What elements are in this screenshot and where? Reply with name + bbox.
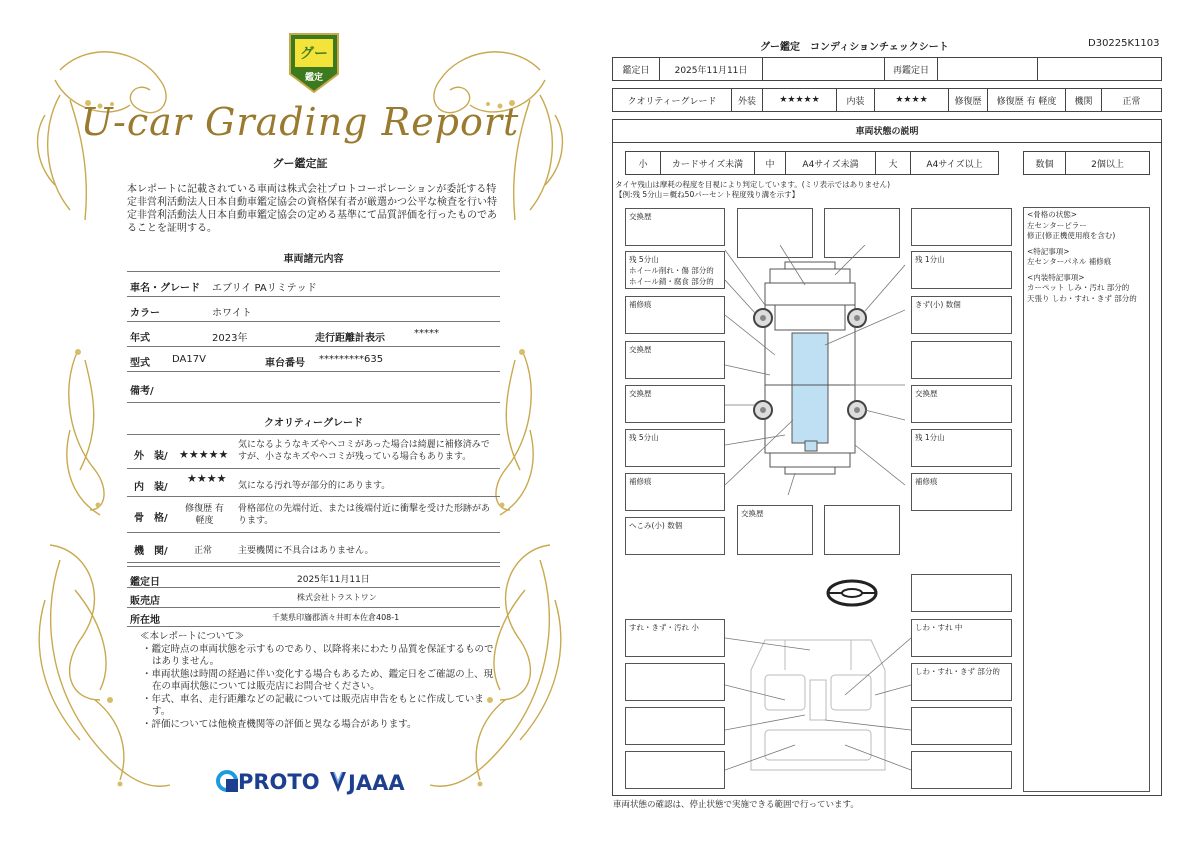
condition-heading: 車両状態の説明 [855, 127, 919, 137]
sheet-footer-note: 車両状態の確認は、停止状態で実施できる範囲で行っています。 [613, 800, 859, 810]
box-text: ホイール錆・腐食 部分的 [629, 277, 714, 286]
year-label: 年式 [130, 333, 150, 344]
note-item: ・評価については他検査機関等の評価と異なる場合があります。 [142, 718, 417, 730]
goo-kantei-badge-icon [286, 30, 342, 96]
address-row [127, 608, 500, 627]
chassis-value: *********635 [319, 354, 384, 365]
legend-medium: 中 [754, 151, 786, 175]
proto-logo [216, 770, 320, 794]
note-line: 天張り しわ・すれ・きず 部分的 [1027, 293, 1137, 303]
interior-box-left-2 [625, 663, 725, 701]
int-label: 内装 [836, 88, 875, 112]
svg-text:グー: グー [300, 46, 328, 62]
frame-notes [1027, 210, 1137, 304]
date-value: 2025年11月11日 [659, 57, 763, 81]
model-value: DA17V [172, 354, 206, 365]
box-text: 残 1分山 [915, 433, 945, 442]
spec-row-model [127, 347, 500, 372]
tire-note [615, 180, 890, 200]
jaaa-logo-text: JAAA [348, 771, 405, 795]
note-item: ・鑑定時点の車両状態を示すものであり、以降将来にわたり品質を保証するものではありません。 [142, 643, 494, 667]
certificate-intro: 本レポートに記載されている車両は株式会社プロトコーポレーションが委託する特定非営利活動法人日本自動車鑑定協会の資格保有者が厳選かつ公平な検査を行い特定非営利活動法人日本自動車鑑定協会の定める基準にて品質評価を行ったものであることを証明する。 [127, 184, 497, 234]
tire-note-line: タイヤ残山は摩耗の程度を目視により判定しています。(ミリ表示ではありません) [615, 180, 891, 189]
exterior-box-left-3 [625, 296, 725, 334]
exterior-box-right-0 [911, 208, 1012, 246]
note-line: 修正(修正機使用痕を含む) [1027, 231, 1116, 240]
note-line: 左センターパネル 補修痕 [1027, 257, 1112, 266]
exterior-box-right-2 [911, 296, 1012, 334]
note-item: ・年式、車名、走行距離などの記載については販売店申告をもとに作成しています。 [142, 693, 484, 717]
exterior-box-right-1 [911, 251, 1012, 289]
grade-stars: ★★★★ [187, 472, 227, 485]
exterior-box-left-8 [625, 517, 725, 555]
box-text: 交換歴 [629, 389, 652, 398]
grade-row-frame [127, 497, 500, 533]
odometer-value: ***** [414, 328, 439, 339]
car-interior-diagram [725, 630, 911, 790]
legend-large: 大 [875, 151, 911, 175]
exterior-box-left-7 [625, 473, 725, 511]
box-text: 残 1分山 [915, 255, 945, 264]
grade-label: 機 関/ [134, 546, 168, 557]
exterior-box-left-6 [625, 429, 725, 467]
grade-desc: 気になるようなキズやヘコミがあった場合は綺麗に補修済みですが、小さなキズやヘコミが残っている場合もあります。 [238, 440, 490, 462]
car-top-view-diagram [725, 245, 905, 495]
color-label: カラー [130, 308, 160, 319]
legend-small-desc: カードサイズ未満 [660, 151, 755, 175]
box-text: ホイール削れ・傷 部分的 [629, 266, 714, 275]
interior-box-left-1 [625, 619, 725, 657]
spec-row-color [127, 297, 500, 322]
redate-value [937, 57, 1038, 81]
tire-note-line: 【例:残 5分山＝概ね50パーセント程度残り溝を示す】 [615, 190, 800, 199]
legend-count-value: 2個以上 [1065, 151, 1150, 175]
box-text: 補修痕 [629, 477, 652, 486]
exterior-box-left-1 [625, 208, 725, 246]
box-text: しわ・すれ 中 [915, 623, 963, 632]
note-item: ・車両状態は時間の経過に伴い変化する場合もあるため、鑑定日をご確認の上、現在の車両状態については販売店にお問合せください。 [142, 668, 494, 692]
model-label: 型式 [130, 358, 150, 369]
grade-row-exterior [127, 435, 500, 469]
name-label: 車名・グレード [130, 283, 200, 294]
quality-label: クオリティーグレード [612, 88, 732, 112]
spec-row-name [127, 272, 500, 297]
sheet-id: D30225K1103 [1088, 38, 1160, 49]
legend-count-label: 数個 [1023, 151, 1066, 175]
interior-box-left-3 [625, 707, 725, 745]
exterior-box-left-5 [625, 385, 725, 423]
notes-title: ≪本レポートについて≫ [140, 631, 245, 642]
box-text: 残 5分山 [629, 255, 659, 264]
box-text: 残 5分山 [629, 433, 659, 442]
appraisal-date-row [127, 566, 500, 588]
exterior-box-left-2 [625, 251, 725, 289]
sheet-title: グー鑑定 コンディションチェックシート [760, 42, 949, 53]
interior-box-left-4 [625, 751, 725, 789]
condition-check-sheet [600, 0, 1200, 848]
jaaa-logo [328, 770, 405, 795]
box-text: 交換歴 [741, 509, 764, 518]
blank-cell [1037, 57, 1162, 81]
year-value: 2023年 [212, 333, 248, 344]
blank-cell [762, 57, 885, 81]
box-text: しわ・すれ・きず 部分的 [915, 667, 1000, 676]
engine-value: 正常 [1101, 88, 1162, 112]
grade-value: 修復歴 有 軽度 [185, 504, 224, 526]
grade-label: 外 装/ [134, 451, 168, 462]
grade-row-interior [127, 469, 500, 497]
box-text: 補修痕 [629, 300, 652, 309]
grade-label: 骨 格/ [134, 513, 168, 524]
date-value: 2025年11月11日 [297, 575, 370, 585]
interior-box-right-4 [911, 751, 1012, 789]
dealer-value: 株式会社トラストワン [297, 593, 377, 602]
box-text: 交換歴 [915, 389, 938, 398]
grade-desc: 骨格部位の先端付近、または後端付近に衝撃を受けた形跡があります。 [238, 504, 491, 526]
interior-box-top [911, 574, 1012, 612]
ext-value: ★★★★★ [762, 88, 837, 112]
exterior-box-right-5 [911, 429, 1012, 467]
legend-medium-desc: A4サイズ未満 [785, 151, 876, 175]
svg-text:鑑定: 鑑定 [304, 73, 324, 83]
steering-wheel-icon [825, 578, 880, 608]
address-label: 所在地 [130, 615, 160, 626]
note-line: <特記事項> [1027, 246, 1070, 256]
redate-label: 再鑑定日 [884, 57, 938, 81]
exterior-box-right-4 [911, 385, 1012, 423]
odometer-label: 走行距離計表示 [315, 333, 385, 344]
note-line: <内装特記事項> [1027, 272, 1085, 282]
legend-large-desc: A4サイズ以上 [910, 151, 999, 175]
box-text: 補修痕 [915, 477, 938, 486]
dealer-label: 販売店 [130, 596, 160, 607]
spec-row-remarks [127, 372, 500, 403]
quality-heading: クオリティーグレード [264, 418, 363, 429]
repair-value: 修復歴 有 軽度 [987, 88, 1066, 112]
repair-label: 修復歴 [948, 88, 988, 112]
note-line: <骨格の状態> [1027, 210, 1078, 219]
exterior-box-left-4 [625, 341, 725, 379]
int-value: ★★★★ [874, 88, 949, 112]
box-text: 交換歴 [629, 345, 652, 354]
grade-desc: 主要機関に不具合はありません。 [238, 546, 374, 556]
legend-small: 小 [625, 151, 661, 175]
report-script-title: U-car Grading Report [80, 100, 520, 144]
ext-label: 外装 [731, 88, 763, 112]
engine-label: 機関 [1065, 88, 1102, 112]
interior-box-right-1 [911, 619, 1012, 657]
box-text: 交換歴 [629, 212, 652, 221]
date-label: 鑑定日 [130, 577, 160, 588]
chassis-label: 車台番号 [265, 358, 305, 369]
grade-value: 正常 [194, 546, 213, 556]
note-line: カーペット しみ・汚れ 部分的 [1027, 283, 1130, 292]
spec-row-year [127, 322, 500, 347]
box-text: すれ・きず・汚れ 小 [629, 623, 699, 632]
exterior-box-right-3 [911, 341, 1012, 379]
date-label: 鑑定日 [612, 57, 660, 81]
certificate-title: グー鑑定証 [272, 157, 328, 170]
grade-row-engine [127, 533, 500, 563]
box-text: きず(小) 数個 [915, 300, 961, 309]
grade-stars: ★★★★★ [179, 448, 229, 461]
exterior-box-bottom-1 [737, 505, 813, 555]
color-value: ホワイト [212, 308, 252, 319]
proto-logo-text: PROTO [238, 770, 320, 794]
note-line: 左センターピラー [1027, 220, 1087, 230]
jaaa-mark-icon [328, 770, 348, 794]
interior-box-right-2 [911, 663, 1012, 701]
proto-mark-icon [216, 770, 238, 792]
exterior-box-bottom-2 [824, 505, 900, 555]
remarks-label: 備考/ [130, 386, 154, 397]
divider [612, 142, 1162, 143]
spec-heading: 車両諸元内容 [283, 254, 344, 265]
dealer-row [127, 588, 500, 608]
box-text: へこみ(小) 数個 [629, 521, 683, 530]
grade-desc: 気になる汚れ等が部分的にあります。 [238, 481, 391, 491]
interior-box-right-3 [911, 707, 1012, 745]
report-notes [140, 631, 495, 731]
grade-label: 内 装/ [134, 482, 168, 493]
name-value: エブリイ PAリミテッド [212, 283, 317, 294]
exterior-box-right-6 [911, 473, 1012, 511]
address-value: 千葉県印旛郡酒々井町本佐倉408-1 [272, 613, 400, 622]
